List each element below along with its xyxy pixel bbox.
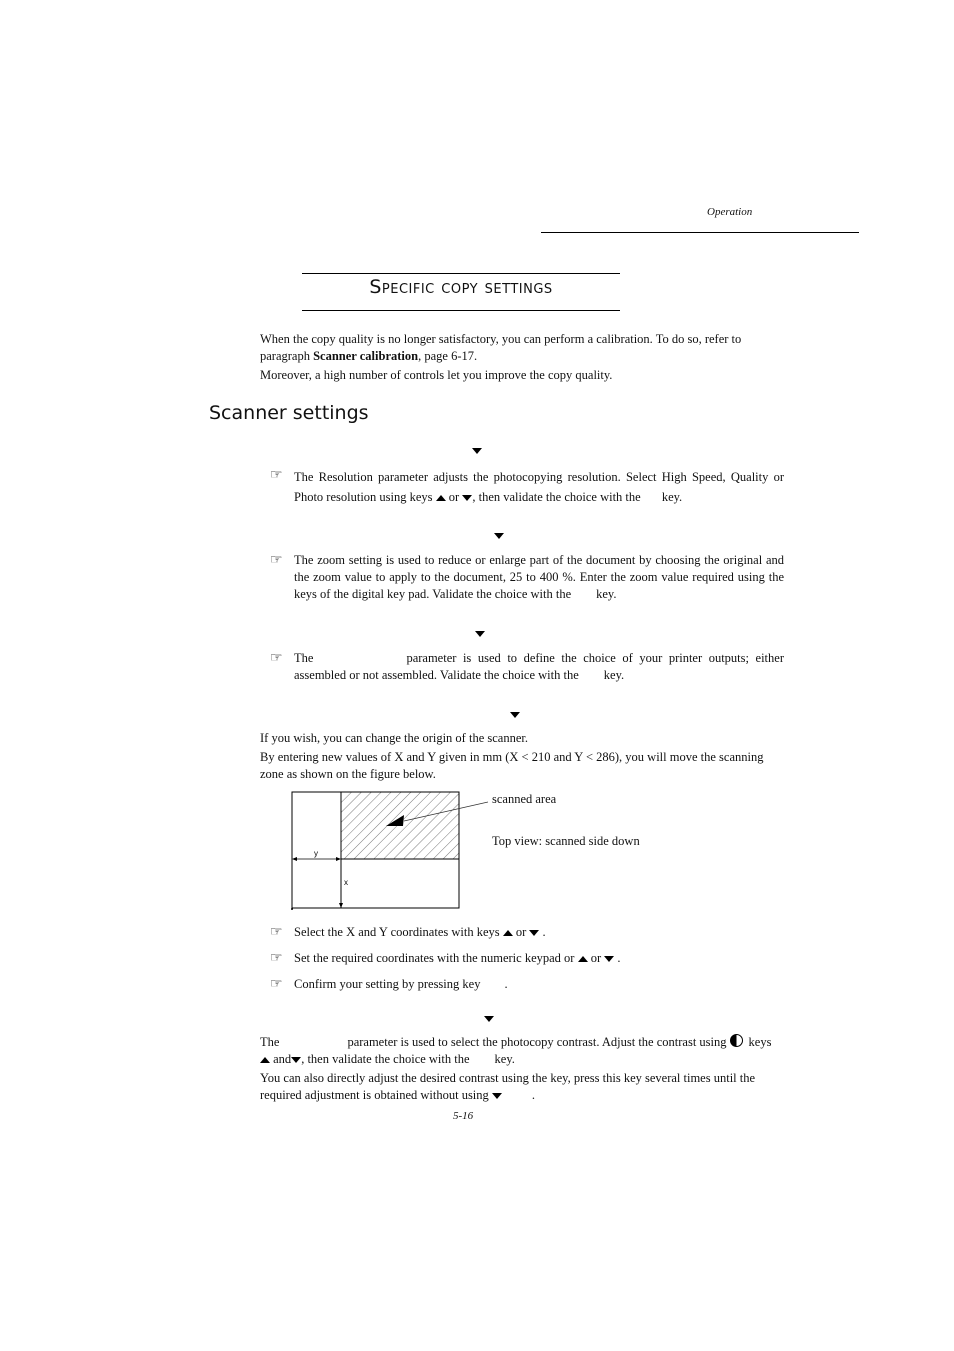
intro-paragraph	[260, 331, 790, 384]
down-arrow-icon	[462, 495, 472, 501]
down-arrow-icon	[475, 631, 485, 637]
page-number: 5-16	[453, 1110, 474, 1122]
intro-line1: When the copy quality is no longer satisfactory, you can perform a calibration. To do so, refer to	[260, 332, 742, 346]
origin-line2: By entering new values of X and Y given in mm (X < 210 and Y < 286), you will move the scanning	[260, 750, 764, 764]
zoom-item	[270, 552, 784, 603]
resolution-line1: The Resolution parameter adjusts the photocopying resolution. Select High Speed, Quality or	[294, 470, 784, 484]
scanner-calibration-ref: Scanner calibration	[313, 349, 419, 363]
sort-item	[270, 650, 784, 684]
pointing-hand-icon: ☞	[270, 468, 283, 483]
down-arrow-icon	[492, 1093, 502, 1099]
contrast-icon	[730, 1034, 743, 1047]
resolution-item	[270, 467, 784, 507]
resolution-line2: Photo resolution using keys or , then validate the choice with the key.	[294, 490, 683, 504]
pointing-hand-icon: ☞	[270, 553, 283, 568]
step-confirm: ☞ Confirm your setting by pressing key .	[270, 977, 508, 992]
pointing-hand-icon: ☞	[270, 651, 283, 666]
x-axis-label: x	[344, 878, 348, 887]
sort-line1: The parameter is used to define the choice of your printer outputs; either	[294, 651, 784, 665]
down-arrow-icon	[529, 930, 539, 936]
up-arrow-icon	[436, 495, 446, 501]
pointing-hand-icon: ☞	[270, 925, 283, 940]
intro-line3: Moreover, a high number of controls let you improve the copy quality.	[260, 368, 613, 382]
down-arrow-icon	[604, 956, 614, 962]
origin-paragraph	[260, 730, 784, 783]
pointing-hand-icon: ☞	[270, 951, 283, 966]
step-select-coordinates: ☞ Select the X and Y coordinates with keys or .	[270, 925, 546, 940]
down-arrow-icon	[484, 1016, 494, 1022]
down-arrow-icon	[472, 448, 482, 454]
contrast-line1: The parameter is used to select the photocopy contrast. Adjust the contrast using keys	[260, 1035, 772, 1049]
up-arrow-icon	[260, 1057, 270, 1063]
down-arrow-icon	[494, 533, 504, 539]
pointing-hand-icon: ☞	[270, 977, 283, 992]
contrast-paragraph	[260, 1034, 784, 1104]
page-title: Specific copy settings	[369, 276, 553, 298]
down-arrow-icon	[510, 712, 520, 718]
up-arrow-icon	[578, 956, 588, 962]
origin-line3: zone as shown on the figure below.	[260, 767, 436, 781]
origin-line1: If you wish, you can change the origin of the scanner.	[260, 731, 528, 745]
down-arrow-icon	[291, 1057, 301, 1063]
scan-origin-figure	[286, 788, 666, 916]
contrast-line3: You can also directly adjust the desired contrast using the key, press this key several times until the	[260, 1071, 756, 1085]
header-section: Operation	[707, 206, 753, 218]
sort-line2: assembled or not assembled. Validate the choice with the key.	[294, 668, 625, 682]
intro-line2: paragraph Scanner calibration, page 6-17.	[260, 349, 478, 363]
contrast-line4: required adjustment is obtained without using .	[260, 1088, 536, 1102]
zoom-text: The zoom setting is used to reduce or enlarge part of the document by choosing the original and the zoom value to apply to the document, 25 to 400 %. Enter the zoom value required using the keys of the digital key pad. Validate the choice with the key.	[294, 553, 784, 601]
top-view-label: Top view: scanned side down	[492, 834, 640, 848]
y-axis-label: y	[314, 849, 318, 858]
section-heading: Scanner settings	[209, 402, 369, 424]
header-rule	[541, 232, 859, 233]
up-arrow-icon	[503, 930, 513, 936]
scanned-area-label: scanned area	[492, 792, 557, 806]
step-set-coordinates: ☞ Set the required coordinates with the numeric keypad or or .	[270, 951, 621, 966]
contrast-line2: and , then validate the choice with the key.	[260, 1051, 784, 1068]
